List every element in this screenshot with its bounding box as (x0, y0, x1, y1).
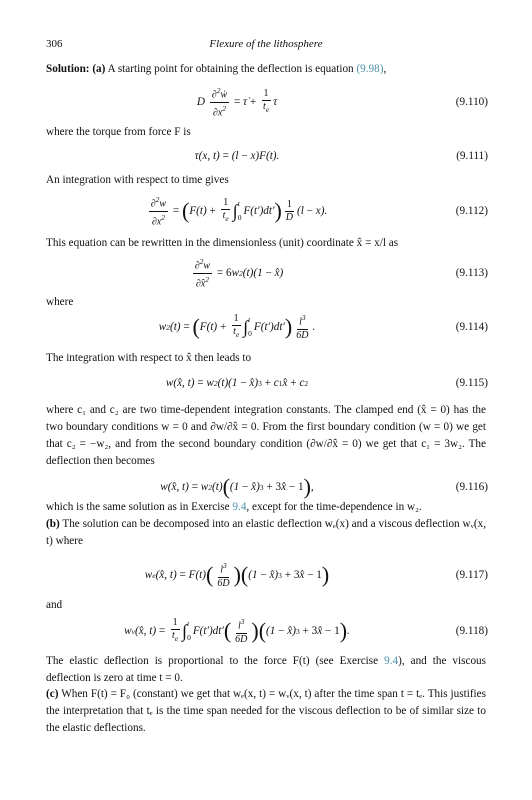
part-b-label: (b) (46, 518, 60, 530)
elastic-text: The elastic deflection is proportional to the force F(t) (see Exercise 9.4), and the viscous deflection is zero at time t = 0. (46, 655, 486, 684)
equation-9-111 (46, 136, 488, 176)
equation-number: (9.112) (455, 205, 488, 217)
equation-number: (9.111) (456, 150, 488, 162)
page-number: 306 (46, 38, 63, 50)
torque-text: where the torque from force F is (46, 126, 191, 138)
and-text: and (46, 599, 63, 611)
equation-body: w 2 (t) = ( F(t) + $\frac{1}{t_e}$ ∫ t 0 F(t′)dt′ ) $\frac{l^3}{6D}$ . (158, 313, 316, 341)
equation-body: $\frac{\partial^2w}{\partial x^2}$ = ( F(t) + $\frac{1}{t_e}$ ∫ t 0 F(t′)dt′ ) $\frac{1}{D}$ (l − x). (150, 195, 328, 227)
integration-xhat-text: The integration with respect to x̂ then leads to (46, 352, 252, 364)
equation-number: (9.114) (455, 321, 488, 333)
equation-body: w v (x̂, t) = $\frac{1}{t_e}$ ∫ t 0 F(t′)dt′ ( $\frac{l^3}{6D}$ ) ( (1 − x̂) 3 + 3 x̂ − 1 ) . (124, 617, 350, 645)
equation-body: w(x̂, t) = w 2 (t) ( (1 − x̂) 3 + 3 x̂ − 1 ) , (160, 474, 314, 499)
same-solution-text: which is the same solution as in Exercise 9.4, except for the time-dependence in w₂. (46, 501, 422, 513)
constants-text: where c₁ and c₂ are two time-dependent integration constants. The clamped end (x̂ = 0) has the two boundary conditions w = 0 and ∂w/∂x̂ = 0. From the first boundary condition (w = 0) we get that c₂ = −w₂, and from the second boundary condition (∂w/∂x̂ = 0) we get that c₁ = 3w₂. The deflection then becomes (46, 404, 486, 467)
equation-9-110 (46, 82, 488, 122)
equation-number: (9.116) (455, 481, 488, 493)
equation-body: τ(x, t) = (l − x)F(t). (194, 150, 280, 162)
rewrite-text: This equation can be rewritten in the dimensionless (unit) coordinate x̂ = x/l as (46, 237, 399, 249)
solution-title: Solution: (46, 63, 90, 75)
part-a-label: (a) (92, 63, 106, 75)
equation-number: (9.117) (455, 569, 488, 581)
equation-9-118 (46, 611, 488, 651)
intro-text: A starting point for obtaining the deflection is equation (107, 63, 354, 75)
equation-body: w e (x̂, t) = F(t) ( $\frac{l^3}{6D}$ ) ( (1 − x̂) 3 + 3 x̂ − 1 ) (144, 561, 330, 589)
exercise-link-9-4[interactable]: 9.4 (384, 655, 399, 667)
equation-9-113 (46, 253, 488, 293)
solution-intro: Solution: (a) A starting point for obtaining the deflection is equation (9.98), (46, 63, 387, 75)
exercise-link-9-4[interactable]: 9.4 (232, 501, 247, 513)
equation-9-117 (46, 555, 488, 595)
integration-text: An integration with respect to time gives (46, 174, 229, 186)
part-b-text: (b) The solution can be decomposed into an elastic deflection wₑ(x) and a viscous deflection wᵥ(x, t) where (46, 518, 486, 547)
equation-link-9-98[interactable]: (9.98) (356, 63, 384, 75)
equation-number: (9.115) (455, 377, 488, 389)
running-title: Flexure of the lithosphere (209, 38, 323, 50)
equation-body: w(x̂, t) = w 2 (t)(1 − x̂) 3 + c 1 x̂ + c 2 (165, 377, 309, 389)
part-c-text: (c) When F(t) = F₀ (constant) we get that wₑ(x, t) = wᵥ(x, t) after the time span t = tₑ. This justifies the interpretation that tₑ is the time span needed for the viscous deflection to be of similar size to the elastic deflections. (46, 688, 486, 734)
equation-9-114 (46, 307, 488, 347)
equation-9-112 (46, 191, 488, 231)
equation-number: (9.118) (455, 625, 488, 637)
equation-body: $\frac{\partial^2w}{\partial x̂^2}$ = 6 w 2 (t)(1 − x̂) (194, 257, 284, 289)
part-c-label: (c) (46, 688, 59, 700)
equation-9-115 (46, 363, 488, 403)
equation-body: D $\frac{\partial^2ẇ}{\partial x^2}$ = τ̇ + $\frac{1}{t_e}$ τ (196, 86, 278, 118)
where-text: where (46, 296, 74, 308)
equation-number: (9.113) (455, 267, 488, 279)
equation-number: (9.110) (455, 96, 488, 108)
